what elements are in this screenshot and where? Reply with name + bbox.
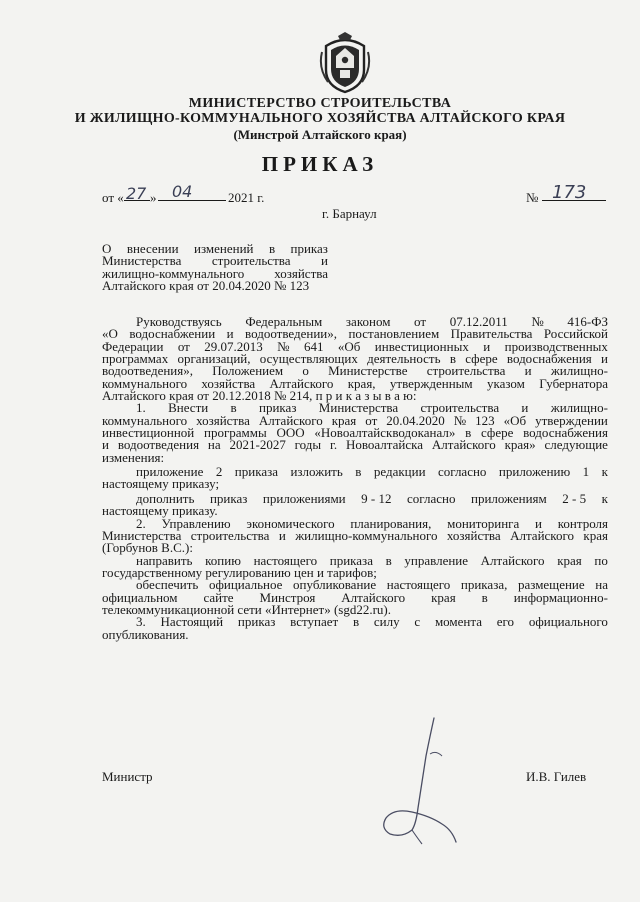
order-subject <box>102 243 328 293</box>
body-word: настоящего <box>386 577 451 593</box>
body-word: 2021-2027 <box>229 437 286 453</box>
body-word: от <box>365 412 378 428</box>
body-word: г. <box>330 437 338 453</box>
body-word: Внести <box>168 400 209 416</box>
body-line <box>102 439 608 451</box>
body-word: «Новоалтайскводоканал» <box>314 425 456 441</box>
body-word: и <box>535 515 542 531</box>
body-word: коммунального <box>102 412 188 428</box>
date-quote-close: » <box>150 190 157 205</box>
body-word: и <box>601 351 608 367</box>
body-word: согласно <box>438 464 487 480</box>
number-label: № <box>526 190 539 205</box>
body-word: края <box>331 412 357 428</box>
body-word: «Об <box>503 412 527 428</box>
body-word: официальное <box>208 577 283 593</box>
body-word: от <box>177 338 190 354</box>
body-word: хозяйства <box>196 412 250 428</box>
body-word: и <box>521 400 529 416</box>
body-word: строительства <box>420 400 500 416</box>
body-word: Алтайского <box>510 527 574 543</box>
body-word: утверждении <box>535 412 608 428</box>
body-word: Настоящий <box>160 614 224 630</box>
body-word: к <box>601 490 608 506</box>
body-word: приказа <box>329 552 373 568</box>
body-word: сфере <box>480 425 514 441</box>
body-word: и <box>226 326 234 342</box>
body-word: и <box>524 363 532 379</box>
body-word: согласно <box>407 490 456 506</box>
body-word: информационно- <box>513 589 608 605</box>
body-word: ООО <box>276 425 305 441</box>
body-word: Алтайского <box>341 589 406 605</box>
body-word: водоснабжения <box>523 425 608 441</box>
body-word: инвестиционной <box>102 425 195 441</box>
body-word: с <box>414 614 421 630</box>
body-word: коммунального <box>102 375 188 391</box>
body-word: водоотведении», <box>245 326 337 342</box>
body-word: строительства <box>190 527 270 543</box>
body-word: края» <box>504 437 536 453</box>
body-word: в <box>449 351 456 367</box>
body-word: края <box>557 552 582 568</box>
body-word: в <box>352 614 360 630</box>
body-word: и <box>278 527 286 543</box>
body-word: в <box>355 464 362 480</box>
body-word: 123 <box>475 412 495 428</box>
body-word: (Горбунов В.С.): <box>102 540 193 556</box>
body-word: экономического <box>246 515 335 531</box>
body-word: водоснабжения <box>506 351 592 367</box>
body-word: силу <box>373 614 400 630</box>
body-word: утвержденным <box>389 375 473 391</box>
body-word: 20.04.2020 <box>386 412 445 428</box>
ministry-name-line2: И ЖИЛИЩНО-КОММУНАЛЬНОГО ХОЗЯЙСТВА АЛТАЙСКОГО КРАЯ <box>74 111 566 126</box>
body-word: края, <box>347 375 376 391</box>
body-word: 641 <box>303 338 324 354</box>
body-word: официального <box>528 614 608 630</box>
body-word: на <box>207 437 221 453</box>
body-word: приказ <box>209 490 248 506</box>
body-word: сайте <box>203 589 234 605</box>
body-word: осуществляющих <box>259 351 358 367</box>
body-word: 2. <box>136 515 146 531</box>
body-word: 3. <box>136 614 146 630</box>
body-word: от <box>414 314 427 329</box>
subject-line <box>102 280 328 292</box>
body-word: Губернатора <box>539 375 608 391</box>
body-word: 1 <box>582 464 590 480</box>
body-word: края <box>431 589 456 605</box>
body-word: приказа <box>234 464 278 480</box>
body-word: 2 - 5 <box>562 490 587 506</box>
body-word: деятельность <box>367 351 441 367</box>
body-word: приложениям <box>470 490 547 506</box>
body-word: изменения: <box>102 449 165 465</box>
subject-word: строительства <box>211 253 291 269</box>
handwritten-signature <box>372 716 468 848</box>
body-word: Российской <box>543 326 608 342</box>
body-word: водоотведения <box>117 437 200 453</box>
body-word: 1. <box>136 400 146 416</box>
subject-word: и <box>321 253 328 269</box>
body-word: инвестиционных <box>374 338 469 354</box>
body-word: Министерстве <box>328 363 408 379</box>
body-word: Алтайского <box>431 437 496 453</box>
subject-word: Министерства <box>102 253 182 269</box>
body-word: приказа, <box>460 577 508 593</box>
body-word: телекоммуникационной сети «Интернет» (sgd22.ru). <box>102 601 391 617</box>
body-word: в <box>230 400 237 416</box>
body-word: № <box>531 314 544 329</box>
body-word: в <box>481 589 488 605</box>
body-word: к <box>601 464 608 480</box>
body-word: программы <box>204 425 267 441</box>
body-word: Министерства <box>318 400 399 416</box>
body-word: 416-ФЗ <box>567 314 608 329</box>
body-word: Алтайского <box>269 375 334 391</box>
body-word: указом <box>486 375 525 391</box>
body-word: годы <box>294 437 322 453</box>
body-word: хозяйства <box>446 527 501 543</box>
city: г. Барнаул <box>322 206 377 221</box>
body-word: планирования, <box>350 515 432 531</box>
body-word: жилищно- <box>550 363 608 379</box>
body-word: строительства <box>426 363 506 379</box>
body-word: водоотведения», <box>102 363 193 379</box>
ministry-short-name: (Минстрой Алтайского края) <box>233 127 407 142</box>
body-word: Управлению <box>161 515 231 531</box>
subject-word: Алтайского края от 20.04.2020 № 123 <box>102 278 310 294</box>
body-line <box>102 626 608 642</box>
body-word: № <box>277 338 290 354</box>
body-word: приложению <box>498 464 571 480</box>
ministry-name-line1: МИНИСТЕРСТВО СТРОИТЕЛЬСТВА <box>188 96 452 111</box>
body-word: «О <box>102 326 118 342</box>
body-word: настоящему приказу. <box>102 503 218 519</box>
body-word: размещение <box>517 577 585 593</box>
coat-of-arms-emblem <box>318 32 372 94</box>
date-year: 2021 г. <box>228 190 265 205</box>
body-word: мониторинга <box>447 515 520 531</box>
body-word: «Об <box>337 338 361 354</box>
body-word: программах <box>102 351 169 367</box>
signatory-name: И.В. Гилев <box>526 769 587 784</box>
body-word: Алтайского <box>480 552 545 568</box>
subject-word: хозяйства <box>274 265 328 281</box>
body-line <box>102 478 608 490</box>
body-word: хозяйства <box>201 375 256 391</box>
body-word: государственному регулированию цен и тарифов; <box>102 564 377 580</box>
body-word: по <box>594 552 608 568</box>
signatory-position: Министр <box>102 769 153 784</box>
body-word: о <box>302 363 309 379</box>
subject-word: изменений <box>194 241 254 256</box>
body-word: и <box>102 437 109 453</box>
body-word: управление <box>404 552 469 568</box>
body-word: 29.07.2013 <box>204 338 263 354</box>
date-prefix: от « <box>102 190 124 205</box>
body-word: организаций, <box>177 351 251 367</box>
body-line <box>102 449 608 465</box>
order-number: 173 <box>552 182 587 203</box>
body-word: на <box>595 577 608 593</box>
body-word: настоящему приказу; <box>102 476 220 492</box>
body-word: № <box>453 412 467 428</box>
subject-word: в <box>268 241 276 256</box>
body-word: Правительства <box>450 326 533 342</box>
body-word: контроля <box>557 515 608 531</box>
body-word: в <box>385 552 392 568</box>
body-word: изложить <box>290 464 343 480</box>
body-word: Федеральным <box>245 314 323 329</box>
body-word: Руководствуясь <box>136 314 222 329</box>
body-word: водоснабжении <box>129 326 216 342</box>
body-word: в <box>465 425 472 441</box>
subject-word: приказ <box>290 241 328 256</box>
order-body <box>102 316 608 641</box>
body-word: 07.12.2011 <box>449 314 508 329</box>
body-word: копию <box>205 552 241 568</box>
body-word: редакции <box>373 464 426 480</box>
body-word: Федерации <box>102 338 164 354</box>
body-word: Алтайского края от 20.12.2018 № 214, п р и к а з ы в а ю: <box>102 388 417 404</box>
body-word: Минстроя <box>259 589 316 605</box>
body-word: официальном <box>102 589 178 605</box>
body-word: приказ <box>237 614 276 630</box>
body-word: вступает <box>290 614 339 630</box>
body-word: Министерства <box>102 527 182 543</box>
document-title: ПРИКАЗ <box>261 152 379 176</box>
body-word: Алтайского <box>258 412 323 428</box>
body-word: края <box>583 527 608 543</box>
body-word: Новоалтайска <box>345 437 424 453</box>
body-word: производственных <box>504 338 608 354</box>
body-word: 2 <box>215 464 223 480</box>
subject-word: О <box>102 241 112 256</box>
date-day: 27 <box>126 184 147 203</box>
body-word: приложение <box>136 464 204 480</box>
body-word: настоящего <box>253 552 318 568</box>
body-word: Положением <box>212 363 284 379</box>
body-word: жилищно-коммунального <box>295 527 438 543</box>
body-word: законом <box>345 314 391 329</box>
body-word: дополнить <box>136 490 195 506</box>
date-month: 04 <box>172 182 193 201</box>
body-word: приказ <box>259 400 297 416</box>
body-word: опубликование <box>293 577 377 593</box>
body-word: следующие <box>544 437 608 453</box>
body-word: постановлением <box>348 326 440 342</box>
body-word: и <box>483 338 491 354</box>
subject-word: внесении <box>126 241 179 256</box>
body-word: обеспечить <box>136 577 199 593</box>
body-word: момента <box>434 614 482 630</box>
body-word: приложениями <box>262 490 346 506</box>
subject-word: жилищно-коммунального <box>102 265 245 281</box>
body-word: опубликования. <box>102 626 189 642</box>
body-word: направить <box>136 552 193 568</box>
body-word: сфере <box>465 351 498 367</box>
body-word: его <box>496 614 515 630</box>
body-word: жилищно- <box>550 400 608 416</box>
body-word: 9 - 12 <box>361 490 392 506</box>
